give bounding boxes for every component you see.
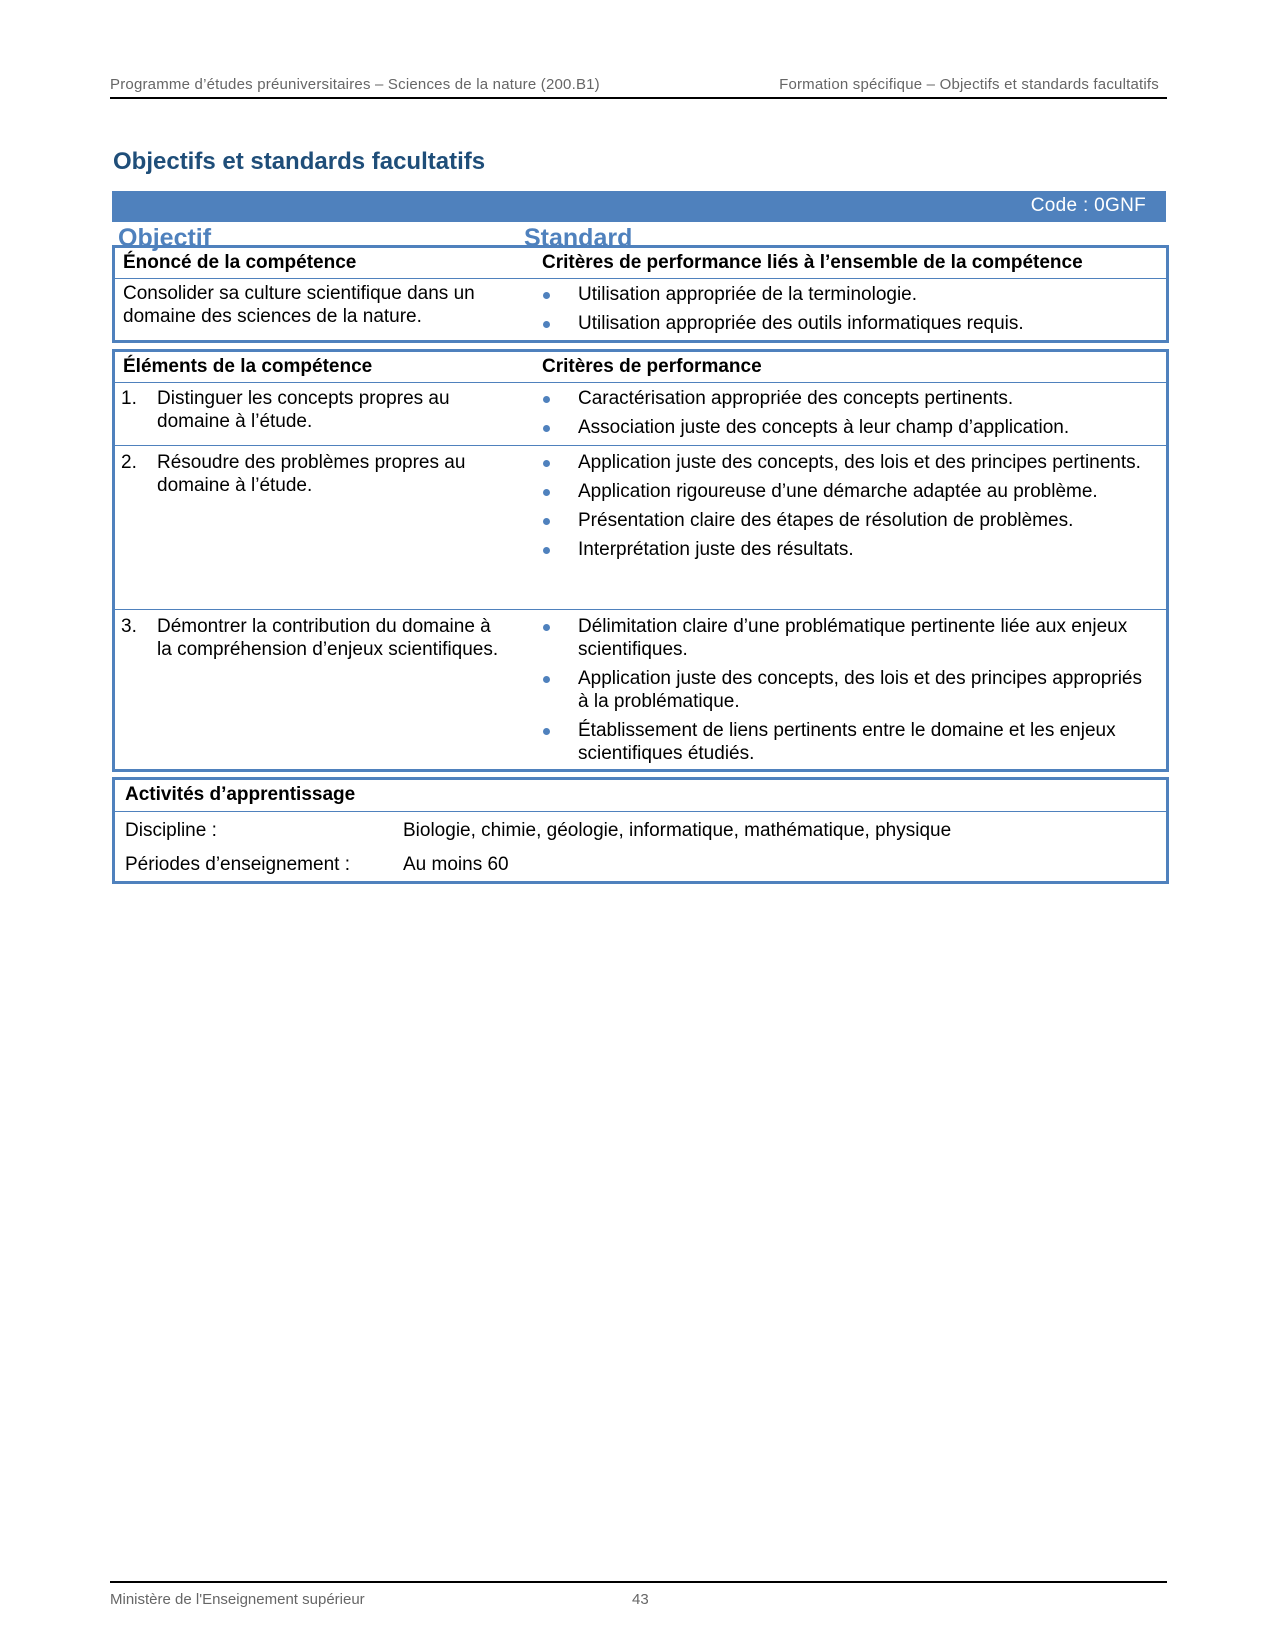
page-number: 43 xyxy=(632,1591,649,1608)
element-line: domaine à l’étude. xyxy=(157,475,313,496)
element-text xyxy=(121,615,521,661)
critere-text: Présentation claire des étapes de résolution de problèmes. xyxy=(578,510,1074,531)
discipline-value: Biologie, chimie, géologie, informatique, mathématique, physique xyxy=(403,820,952,841)
element-number: 2. xyxy=(121,452,137,473)
critere-text: Application juste des concepts, des lois et des principes pertinents. xyxy=(578,452,1141,473)
elements-label: Éléments de la compétence xyxy=(123,356,373,377)
element-line: Distinguer les concepts propres au xyxy=(157,388,450,409)
competence-header-row xyxy=(115,248,1166,279)
criteres-ensemble-list xyxy=(542,283,1156,341)
element-number: 3. xyxy=(121,616,137,637)
bullet-icon xyxy=(543,321,550,328)
page-header xyxy=(110,70,1167,99)
column-heading-objectif: Objectif xyxy=(118,224,212,252)
enonce-label: Énoncé de la compétence xyxy=(123,252,357,273)
criteres-label: Critères de performance xyxy=(542,356,762,377)
column-heading-standard: Standard xyxy=(524,224,633,252)
bullet-icon xyxy=(543,547,550,554)
page-footer xyxy=(110,1581,1167,1608)
bullet-icon xyxy=(543,624,550,631)
element-number: 1. xyxy=(121,388,137,409)
bullet-icon xyxy=(543,518,550,525)
enonce-text xyxy=(123,282,475,328)
element-line: la compréhension d’enjeux scientifiques. xyxy=(157,639,499,660)
element-text xyxy=(121,387,521,433)
critere-text: Application juste des concepts, des lois et des principes appropriés à la problématique. xyxy=(578,668,1142,712)
periodes-value: Au moins 60 xyxy=(403,854,509,875)
list-item xyxy=(542,538,1156,561)
bullet-icon xyxy=(543,460,550,467)
list-item xyxy=(542,451,1156,474)
activites-header-row xyxy=(115,780,1166,812)
element-row xyxy=(115,383,1166,445)
list-item xyxy=(542,283,1156,306)
critere-text: Utilisation appropriée de la terminologie. xyxy=(578,284,918,305)
criteres-ensemble-label: Critères de performance liés à l’ensemble de la compétence xyxy=(542,252,1083,273)
element-line: Résoudre des problèmes propres au xyxy=(157,452,466,473)
critere-text: Interprétation juste des résultats. xyxy=(578,539,854,560)
list-item xyxy=(542,480,1156,503)
critere-text: Utilisation appropriée des outils informatiques requis. xyxy=(578,313,1024,334)
list-item xyxy=(542,312,1156,335)
list-item xyxy=(542,509,1156,532)
course-code: Code : 0GNF xyxy=(1030,195,1146,216)
element-row xyxy=(115,445,1166,609)
list-item xyxy=(542,615,1156,661)
element-line: Démontrer la contribution du domaine à xyxy=(157,616,491,637)
list-item xyxy=(542,387,1156,410)
element-criteres-list xyxy=(542,615,1156,771)
elements-box xyxy=(112,349,1169,772)
list-item xyxy=(542,719,1156,765)
activites-box xyxy=(112,777,1169,884)
element-criteres-list xyxy=(542,387,1156,445)
list-item xyxy=(542,667,1156,713)
footer-ministry: Ministère de l'Enseignement supérieur xyxy=(110,1591,365,1608)
page-title: Objectifs et standards facultatifs xyxy=(113,148,486,175)
header-section-title: Formation spécifique – Objectifs et standards facultatifs xyxy=(779,76,1159,93)
header-program-title: Programme d’études préuniversitaires – Sciences de la nature (200.B1) xyxy=(110,76,600,93)
competence-body-row xyxy=(115,279,1166,339)
enonce-text-line: Consolider sa culture scientifique dans un xyxy=(123,283,475,304)
critere-text: Association juste des concepts à leur champ d’application. xyxy=(578,417,1070,438)
critere-text: Délimitation claire d’une problématique pertinente liée aux enjeux scientifiques. xyxy=(578,616,1128,660)
bullet-icon xyxy=(543,396,550,403)
activites-label: Activités d’apprentissage xyxy=(125,784,356,805)
enonce-text-line: domaine des sciences de la nature. xyxy=(123,306,422,327)
bullet-icon xyxy=(543,292,550,299)
list-item xyxy=(542,416,1156,439)
element-row xyxy=(115,609,1166,770)
code-bar xyxy=(112,191,1166,222)
element-criteres-list xyxy=(542,451,1156,567)
critere-text: Établissement de liens pertinents entre le domaine et les enjeux scientifiques étudiés. xyxy=(578,720,1116,764)
element-line: domaine à l’étude. xyxy=(157,411,313,432)
discipline-label: Discipline : xyxy=(125,820,217,841)
bullet-icon xyxy=(543,728,550,735)
element-text xyxy=(121,451,521,497)
competence-box xyxy=(112,245,1169,343)
critere-text: Application rigoureuse d’une démarche adaptée au problème. xyxy=(578,481,1098,502)
elements-header-row xyxy=(115,352,1166,383)
bullet-icon xyxy=(543,425,550,432)
bullet-icon xyxy=(543,676,550,683)
periodes-label: Périodes d’enseignement : xyxy=(125,854,350,875)
critere-text: Caractérisation appropriée des concepts pertinents. xyxy=(578,388,1014,409)
bullet-icon xyxy=(543,489,550,496)
